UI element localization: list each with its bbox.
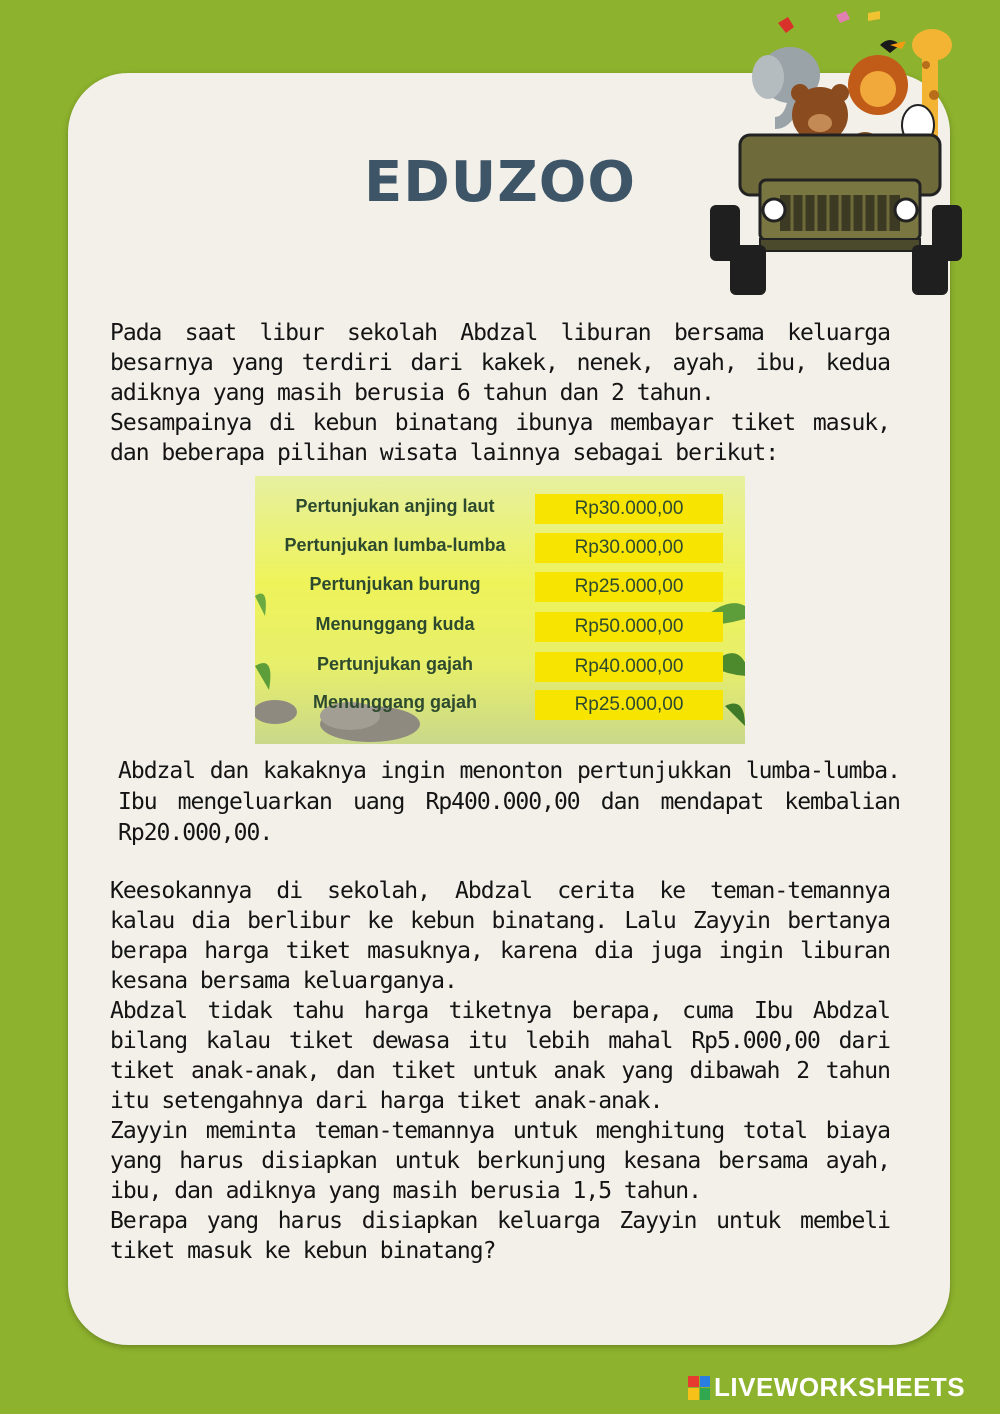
- price-row: [255, 533, 745, 563]
- attraction-price: Rp25.000,00: [535, 690, 723, 720]
- attraction-name: Pertunjukan gajah: [316, 654, 474, 674]
- attraction-price: Rp30.000,00: [535, 533, 723, 563]
- intro-paragraph: [110, 318, 890, 468]
- price-row: [255, 690, 745, 720]
- price-row: [255, 612, 745, 642]
- intro-text-1: Pada saat libur sekolah Abdzal liburan bersama keluarga besarnya yang terdiri dari kakek, nenek, ayah, ibu, kedua adiknya yang masih berusia 6 tahun dan 2 tahun.: [110, 320, 890, 406]
- attraction-price-list: [255, 476, 745, 744]
- intro-text-2: Sesampainya di kebun binatang ibunya membayar tiket masuk, dan beberapa pilihan wisata lainnya sebagai berikut:: [110, 410, 890, 466]
- price-row: [255, 494, 745, 524]
- attraction-name: Pertunjukan anjing laut: [295, 496, 495, 516]
- liveworksheets-logo[interactable]: [688, 1372, 965, 1403]
- attraction-name: Pertunjukan lumba-lumba: [284, 535, 506, 555]
- price-row: [255, 652, 745, 682]
- page-title: EDUZOO: [363, 150, 637, 215]
- price-row: [255, 572, 745, 602]
- attraction-price: Rp25.000,00: [535, 572, 723, 602]
- attraction-name: Pertunjukan burung: [309, 574, 481, 594]
- liveworksheets-logo-icon: [688, 1376, 710, 1400]
- story-text-1: Keesokannya di sekolah, Abdzal cerita ke teman-temannya kalau dia berlibur ke kebun binatang. Lalu Zayyin bertanya berapa harga tiket masuknya, karena dia juga ingin liburan kesana bersama keluarganya.: [110, 878, 890, 994]
- attraction-name: Menunggang kuda: [315, 614, 475, 634]
- question-text: Berapa yang harus disiapkan keluarga Zayyin untuk membeli tiket masuk ke kebun binatang?: [110, 1208, 890, 1264]
- attraction-name: Menunggang gajah: [313, 692, 477, 712]
- story-text-3: Zayyin meminta teman-temannya untuk menghitung total biaya yang harus disiapkan untuk berkunjung kesana bersama ayah, ibu, dan adiknya yang masih berusia 1,5 tahun.: [110, 1118, 890, 1204]
- attraction-price: Rp50.000,00: [535, 612, 723, 642]
- dolphin-show-paragraph: [118, 756, 900, 849]
- story-text-2: Abdzal tidak tahu harga tiketnya berapa, cuma Ibu Abdzal bilang kalau tiket dewasa itu lebih mahal Rp5.000,00 dari tiket anak-anak, dan tiket untuk anak yang dibawah 2 tahun itu setengahnya dari harga tiket anak-anak.: [110, 998, 890, 1114]
- liveworksheets-logo-text: LIVEWORKSHEETS: [714, 1372, 966, 1402]
- dolphin-show-text: Abdzal dan kakaknya ingin menonton pertunjukkan lumba-lumba. Ibu mengeluarkan uang Rp400.000,00 dan mendapat kembalian Rp20.000,00.: [118, 758, 900, 846]
- question-paragraph: [110, 876, 890, 1266]
- attraction-price: Rp30.000,00: [535, 494, 723, 524]
- attraction-price: Rp40.000,00: [535, 652, 723, 682]
